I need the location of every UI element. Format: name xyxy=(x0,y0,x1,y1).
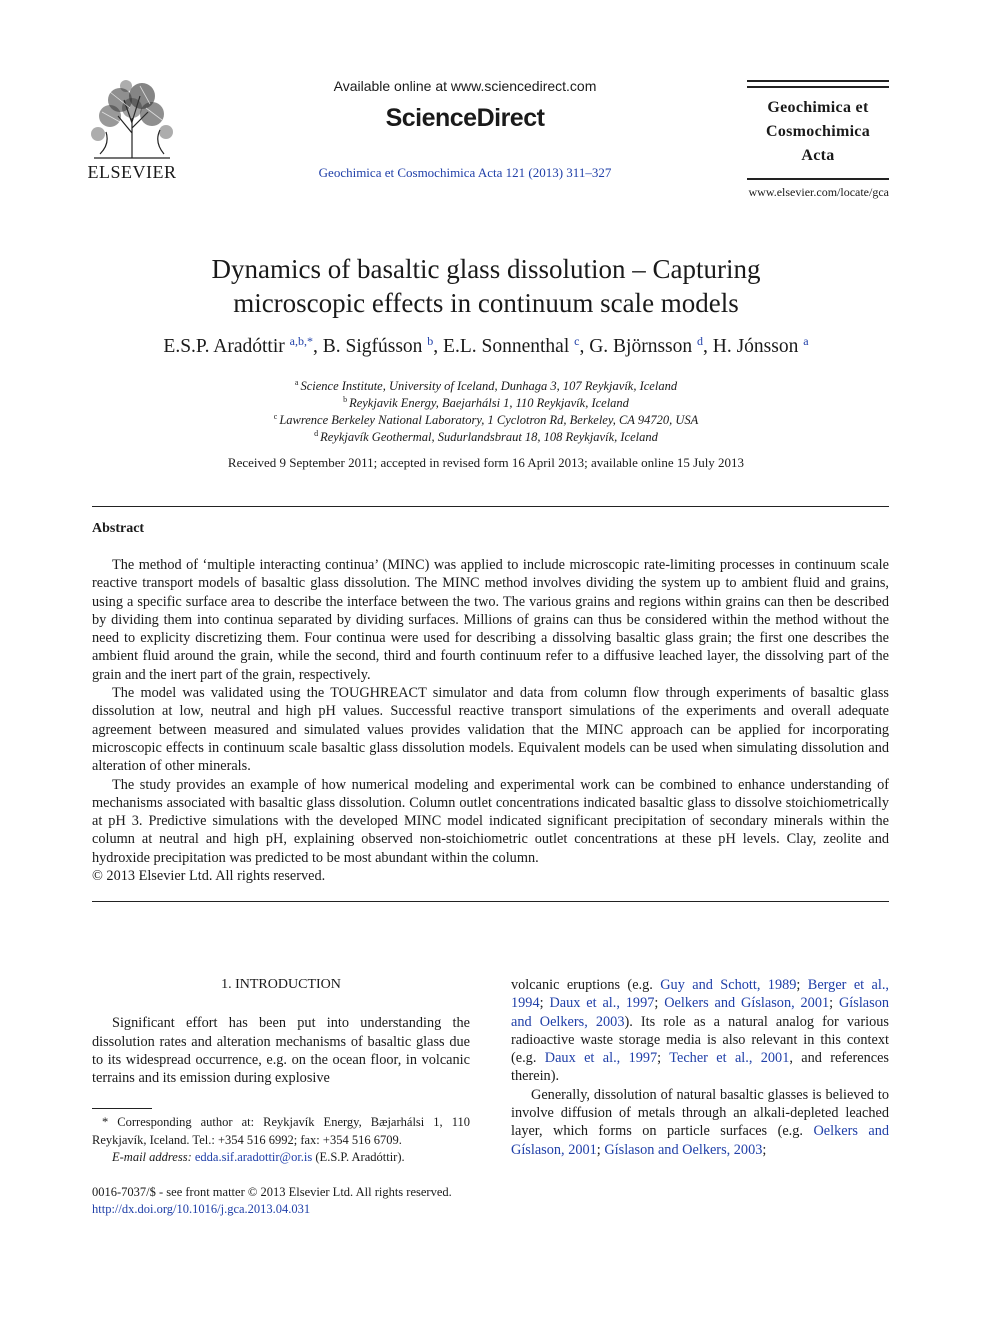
article-title-line: microscopic effects in continuum scale models xyxy=(233,288,739,318)
journal-citation[interactable]: Geochimica et Cosmochimica Acta 121 (2013) 311–327 xyxy=(318,165,612,180)
author-list: E.S.P. Aradóttir $^{a,b,*}$, B. Sigfússon $^b$, E.L. Sonnenthal $^c$, G. Björnsson $^d$, H. Jónsson $^a$ xyxy=(163,334,809,357)
left-column xyxy=(92,976,470,1087)
article-title xyxy=(120,252,852,320)
publisher-name: ELSEVIER xyxy=(87,162,177,182)
journal-title-line: Acta xyxy=(801,147,835,164)
email-link[interactable]: edda.sif.aradottir@or.is xyxy=(194,1150,313,1164)
body-text: ). Its role as a natural analog for various radioactive waste storage media is also relevant in this context (e.g. xyxy=(511,1013,889,1067)
ref-separator: ; xyxy=(657,1050,670,1067)
footnote-rule xyxy=(92,1108,152,1109)
ref-separator: ; xyxy=(796,977,808,993)
ref-separator: ; xyxy=(596,1141,605,1158)
affiliation-text: Lawrence Berkeley National Laboratory, 1 Cyclotron Rd, Berkeley, CA 94720, USA xyxy=(279,413,699,427)
reference-link[interactable]: Techer et al., 2001 xyxy=(669,1050,790,1067)
reference-link[interactable]: Oelkers and Gíslason, 2001 xyxy=(664,995,830,1012)
abstract-body xyxy=(92,556,889,885)
received-dates: Received 9 September 2011; accepted in revised form 16 April 2013; available online 15 July 2013 xyxy=(227,455,745,470)
intro-paragraph: Significant effort has been put into understanding the dissolution rates and alteration mechanisms of basaltic glass due to its widespread occurrence, e.g. on the ocean floor, in volcanic terrains and its emission during explosive xyxy=(92,1015,470,1087)
email-line xyxy=(92,1149,470,1167)
available-online-text: Available online at www.sciencedirect.com xyxy=(333,78,597,94)
elsevier-logo xyxy=(80,78,184,184)
author-affil-marker[interactable]: a xyxy=(803,334,809,348)
elsevier-tree-icon xyxy=(80,78,184,160)
article-title-line: Dynamics of basaltic glass dissolution – Capturing xyxy=(211,254,761,284)
author-name: H. Jónsson xyxy=(712,336,799,357)
affiliation xyxy=(120,429,852,446)
affiliation-text: Science Institute, University of Iceland, Dunhaga 3, 107 Reykjavík, Iceland xyxy=(300,379,678,393)
section-heading: 1. INTRODUCTION xyxy=(221,977,341,992)
ref-separator: ; xyxy=(654,995,665,1012)
ref-separator: ; xyxy=(539,995,550,1012)
author-affil-marker[interactable]: b xyxy=(427,334,434,348)
right-column xyxy=(511,976,889,1159)
author-affil-marker[interactable]: c xyxy=(574,334,580,348)
abstract-rule-bottom xyxy=(92,901,889,902)
email-label: E-mail address: xyxy=(112,1150,192,1164)
body-text: ; xyxy=(762,1141,767,1158)
reference-link[interactable]: Daux et al., 1997 xyxy=(549,995,655,1012)
affiliation-text: Reykjavík Geothermal, Sudurlandsbraut 18, 108 Reykjavík, Iceland xyxy=(320,430,658,444)
author-name: E.L. Sonnenthal xyxy=(443,336,570,357)
affiliation xyxy=(120,395,852,412)
abstract-paragraph: The model was validated using the TOUGHREACT simulator and data from column flow through experiments of basaltic glass dissolution at low, neutral and high pH values. Successful reactive transport simulations of the experiments and overall adequate agreement between measured and simulated values provides validation that the MINC approach can be applied for incorporating microscopic effects in continuum scale basaltic glass dissolution models. Equivalent models can be used when simulating dissolution and alteration of other minerals. xyxy=(92,685,889,775)
reference-link[interactable]: Guy and Schott, 1989 xyxy=(660,977,797,993)
journal-title-line: Cosmochimica xyxy=(765,123,871,140)
journal-rule-top-2 xyxy=(747,86,889,88)
journal-title xyxy=(747,96,889,168)
issn-line: 0016-7037/$ - see front matter © 2013 Elsevier Ltd. All rights reserved. xyxy=(92,1185,452,1199)
abstract-rule-top xyxy=(92,506,889,507)
affiliation xyxy=(120,412,852,429)
author-affil-marker[interactable]: d xyxy=(697,334,704,348)
reference-link[interactable]: Daux et al., 1997 xyxy=(544,1050,658,1067)
affiliation-key: c xyxy=(273,412,278,421)
author-affil-marker[interactable]: a,b,* xyxy=(289,334,313,348)
corresponding-author-note: * Corresponding author at: Reykjavík Energy, Bæjarhálsi 1, 110 Reykjavík, Iceland. Tel.: +354 516 6992; fax: +354 516 6709. xyxy=(92,1115,470,1147)
affiliation-list xyxy=(120,378,852,446)
affiliation-text: Reykjavik Energy, Baejarhálsi 1, 110 Reykjavík, Iceland xyxy=(349,396,629,410)
affiliation-key: a xyxy=(294,378,299,387)
author-name: G. Björnsson xyxy=(589,336,693,357)
author-name: B. Sigfússon xyxy=(322,336,423,357)
reference-link[interactable]: Gíslason and Oelkers, 2003 xyxy=(604,1141,763,1158)
body-paragraph xyxy=(511,976,889,1086)
sciencedirect-brand[interactable]: ScienceDirect xyxy=(385,104,545,132)
reference-link[interactable]: Gíslason and Oelkers, 2003 xyxy=(511,995,890,1030)
journal-url[interactable]: www.elsevier.com/locate/gca xyxy=(748,185,889,199)
body-text: volcanic eruptions (e.g. xyxy=(511,977,661,993)
affiliation xyxy=(120,378,852,395)
author-name: E.S.P. Aradóttir xyxy=(163,336,285,357)
body-text: Generally, dissolution of natural basaltic glasses is believed to involve diffusion of metals through an alkali-depleted leached layer, which forms on particle surfaces (e.g. xyxy=(511,1086,889,1140)
abstract-heading: Abstract xyxy=(92,521,145,536)
email-owner: (E.S.P. Aradóttir). xyxy=(312,1150,405,1164)
journal-rule-bottom xyxy=(747,178,889,180)
journal-title-line: Geochimica et xyxy=(767,99,869,116)
abstract-paragraph: The method of ‘multiple interacting continua’ (MINC) was applied to include microscopic rate-limiting processes in continuum scale reactive transport models of basaltic glass dissolution. The MINC method involves dividing the system up to ambient fluid and grains, using a specific surface area to describe the interface between the two. The various grains and regions within grains can then be described by dividing them into continua separated by dividing surfaces. Millions of grains can thus be considered within the method without the need to explicity discretizing them. Four continua were used for describing a dissolving basaltic glass grain; the first one describes the ambient fluid around the grain, while the second, third and fourth continuum refer to a diffusive leached layer, the dissolving part of the grain and the inert part of the grain, respectively. xyxy=(92,557,889,683)
body-text: , and references therein). xyxy=(511,1050,889,1085)
ref-separator: ; xyxy=(829,995,839,1012)
affiliation-key: b xyxy=(343,395,348,404)
journal-rule-top xyxy=(747,80,889,82)
body-paragraph xyxy=(511,1086,889,1159)
reference-link[interactable]: Berger et al., 1994 xyxy=(511,977,889,1012)
abstract-paragraph: The study provides an example of how numerical modeling and experimental work can be combined to enhance understanding of mechanisms associated with basaltic glass dissolution. Column outlet concentrations indicated basaltic glass to dissolve stoichiometrically at pH 3. Predictive simulations with the developed MINC model indicated significant precipitation of secondary minerals within the column at neutral and high pH, explaining observed non-stoichiometric outlet concentrations at these pH levels. Clay, zeolite and hydroxide precipitation was predicted to be most abundant within the column. xyxy=(92,776,889,866)
footnote xyxy=(92,1114,470,1167)
reference-link[interactable]: Oelkers and Gíslason, 2001 xyxy=(511,1123,889,1158)
affiliation-key: d xyxy=(314,429,319,438)
page-footer xyxy=(92,1184,592,1218)
doi-link[interactable]: http://dx.doi.org/10.1016/j.gca.2013.04.031 xyxy=(92,1202,311,1216)
abstract-copyright: © 2013 Elsevier Ltd. All rights reserved. xyxy=(92,868,326,885)
